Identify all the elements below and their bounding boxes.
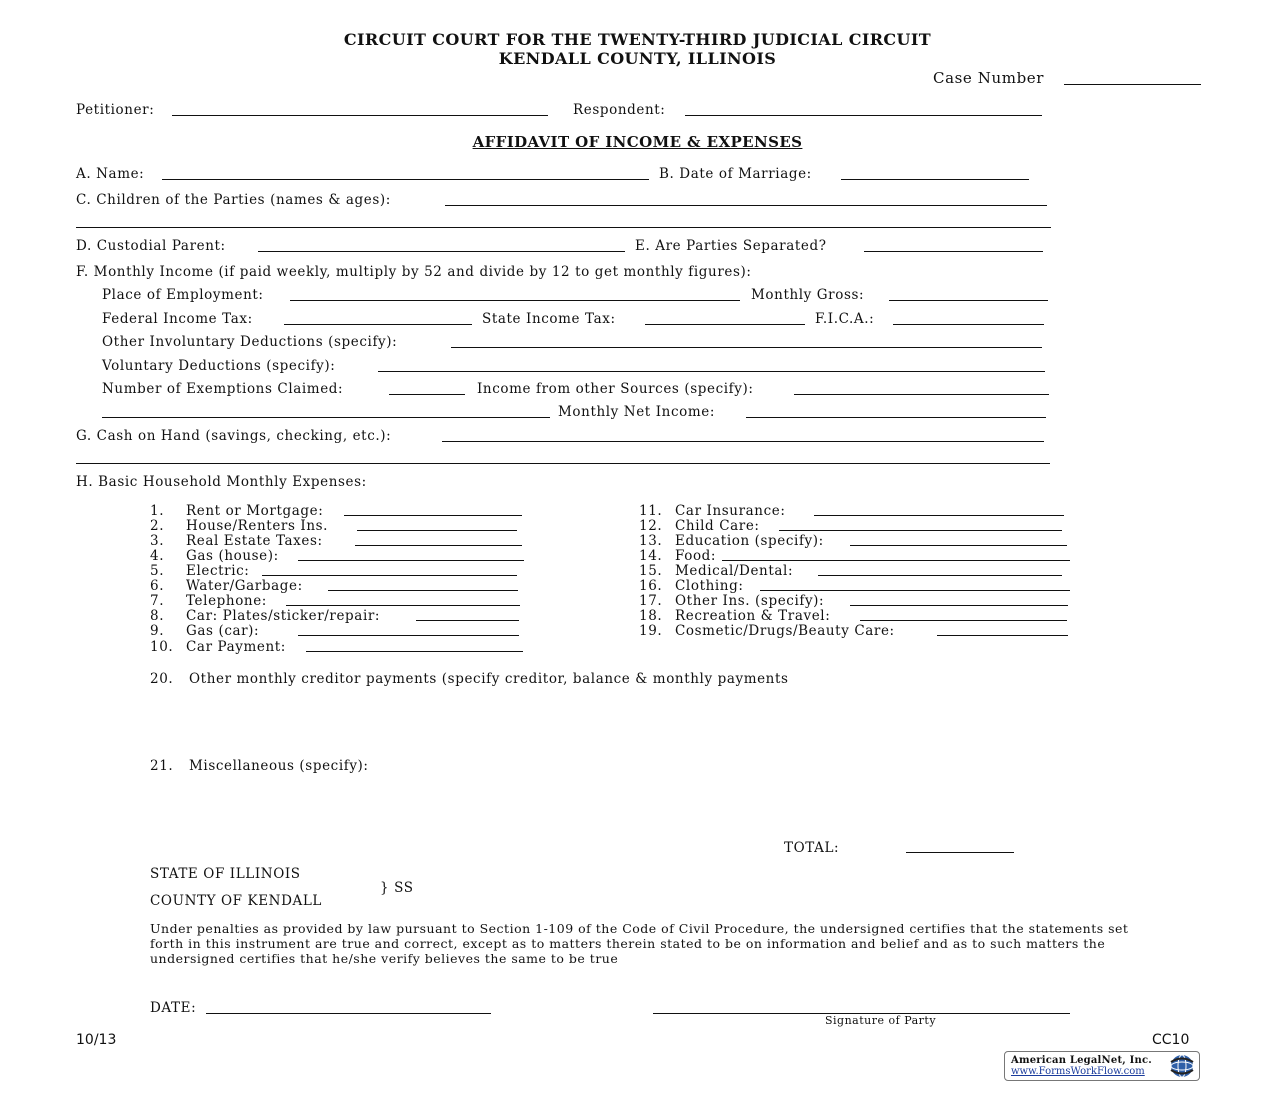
publisher-name: American LegalNet, Inc. — [1011, 1055, 1152, 1066]
miscellaneous-label: 21. Miscellaneous (specify): — [150, 758, 369, 774]
custodial-parent-field[interactable] — [258, 251, 625, 252]
monthly-income-label: F. Monthly Income (if paid weekly, multiply by 52 and divide by 12 to get monthly figures): — [76, 264, 752, 280]
household-expenses-label: H. Basic Household Monthly Expenses: — [76, 474, 367, 490]
federal-income-tax-label: Federal Income Tax: — [102, 311, 253, 327]
venue-county: COUNTY OF KENDALL — [150, 893, 322, 909]
expense-child-care-field[interactable] — [779, 530, 1062, 531]
monthly-net-income-field[interactable] — [746, 417, 1046, 418]
publisher-logo — [1004, 1051, 1200, 1081]
globe-icon — [1167, 1053, 1197, 1079]
monthly-gross-label: Monthly Gross: — [751, 287, 865, 303]
parties-separated-label: E. Are Parties Separated? — [635, 238, 827, 254]
expense-telephone-field[interactable] — [286, 605, 520, 606]
expense-item: 12. Child Care: — [639, 518, 760, 534]
expense-car-insurance-field[interactable] — [814, 515, 1064, 516]
expense-education-field[interactable] — [850, 545, 1067, 546]
name-label: A. Name: — [76, 166, 145, 182]
place-of-employment-field[interactable] — [290, 300, 740, 301]
county-name: KENDALL COUNTY, ILLINOIS — [498, 49, 777, 68]
venue-ss: } SS — [380, 880, 414, 896]
petitioner-label: Petitioner: — [76, 102, 155, 118]
expense-item: 11. Car Insurance: — [639, 503, 786, 519]
state-income-tax-label: State Income Tax: — [482, 311, 616, 327]
expense-other-ins-field[interactable] — [850, 605, 1068, 606]
cash-on-hand-field-line-2[interactable] — [76, 463, 1050, 464]
income-other-sources-label: Income from other Sources (specify): — [477, 381, 754, 397]
exemptions-field[interactable] — [389, 394, 465, 395]
children-label: C. Children of the Parties (names & ages): — [76, 192, 391, 208]
revision-date: 10/13 — [76, 1032, 117, 1048]
expense-car-repair-field[interactable] — [416, 620, 519, 621]
expense-clothing-field[interactable] — [760, 590, 1070, 591]
expense-item: 8. Car: Plates/sticker/repair: — [150, 608, 381, 624]
court-name: CIRCUIT COURT FOR THE TWENTY-THIRD JUDICIAL CIRCUIT — [343, 30, 932, 49]
date-label: DATE: — [150, 1000, 197, 1016]
fica-field[interactable] — [893, 324, 1044, 325]
petitioner-field[interactable] — [172, 115, 548, 116]
case-number-field[interactable] — [1064, 84, 1201, 85]
creditor-payments-label: 20. Other monthly creditor payments (specify creditor, balance & monthly payments — [150, 671, 789, 687]
federal-income-tax-field[interactable] — [284, 324, 472, 325]
expense-item: 15. Medical/Dental: — [639, 563, 794, 579]
expense-item: 14. Food: — [639, 548, 717, 564]
expense-recreation-field[interactable] — [860, 620, 1067, 621]
form-title: AFFIDAVIT OF INCOME & EXPENSES — [472, 133, 803, 151]
date-of-marriage-field[interactable] — [841, 179, 1029, 180]
children-field-line-2[interactable] — [76, 227, 1051, 228]
expense-item: 13. Education (specify): — [639, 533, 824, 549]
voluntary-deductions-field[interactable] — [378, 371, 1045, 372]
expense-item: 4. Gas (house): — [150, 548, 279, 564]
income-other-sources-field[interactable] — [794, 394, 1049, 395]
custodial-parent-label: D. Custodial Parent: — [76, 238, 226, 254]
voluntary-deductions-label: Voluntary Deductions (specify): — [102, 358, 336, 374]
expense-item: 2. House/Renters Ins. — [150, 518, 329, 534]
expense-rent-field[interactable] — [344, 515, 522, 516]
other-involuntary-deductions-field[interactable] — [451, 347, 1042, 348]
expense-item: 5. Electric: — [150, 563, 250, 579]
expense-real-estate-field[interactable] — [355, 545, 522, 546]
expense-car-payment-field[interactable] — [306, 651, 523, 652]
case-number-label: Case Number — [933, 69, 1045, 87]
expense-item: 10. Car Payment: — [150, 639, 286, 655]
venue-state: STATE OF ILLINOIS — [150, 866, 301, 882]
expense-item: 1. Rent or Mortgage: — [150, 503, 324, 519]
fica-label: F.I.C.A.: — [815, 311, 875, 327]
expense-food-field[interactable] — [722, 560, 1070, 561]
name-field[interactable] — [162, 179, 649, 180]
other-involuntary-deductions-label: Other Involuntary Deductions (specify): — [102, 334, 398, 350]
expense-item: 19. Cosmetic/Drugs/Beauty Care: — [639, 623, 895, 639]
expense-item: 7. Telephone: — [150, 593, 267, 609]
monthly-net-income-label: Monthly Net Income: — [558, 404, 715, 420]
date-of-marriage-label: B. Date of Marriage: — [659, 166, 812, 182]
income-other-sources-field-line-2[interactable] — [102, 417, 550, 418]
signature-label: Signature of Party — [825, 1014, 937, 1027]
expense-item: 17. Other Ins. (specify): — [639, 593, 825, 609]
expense-house-ins-field[interactable] — [357, 530, 517, 531]
exemptions-label: Number of Exemptions Claimed: — [102, 381, 344, 397]
cash-on-hand-field[interactable] — [442, 441, 1044, 442]
certification-text: Under penalties as provided by law pursuant to Section 1-109 of the Code of Civil Procedure, the undersigned certifies that the statements set forth in this instrument are true and correct, except as to matters therein stated to be on information and belief and as to such matters the undersigned certifies that he/she verify believes the same to be true — [150, 921, 1129, 966]
place-of-employment-label: Place of Employment: — [102, 287, 264, 303]
state-income-tax-field[interactable] — [645, 324, 805, 325]
expense-electric-field[interactable] — [262, 575, 517, 576]
cash-on-hand-label: G. Cash on Hand (savings, checking, etc.): — [76, 428, 392, 444]
expense-gas-house-field[interactable] — [298, 560, 524, 561]
monthly-gross-field[interactable] — [889, 300, 1048, 301]
total-label: TOTAL: — [784, 840, 840, 856]
expense-item: 9. Gas (car): — [150, 623, 260, 639]
expense-gas-car-field[interactable] — [298, 635, 519, 636]
date-field[interactable] — [206, 1013, 491, 1014]
expense-water-field[interactable] — [328, 590, 518, 591]
total-field[interactable] — [906, 852, 1014, 853]
respondent-field[interactable] — [685, 115, 1042, 116]
respondent-label: Respondent: — [573, 102, 666, 118]
publisher-website[interactable]: www.FormsWorkFlow.com — [1011, 1066, 1145, 1077]
expense-item: 18. Recreation & Travel: — [639, 608, 831, 624]
expense-medical-field[interactable] — [818, 575, 1062, 576]
expense-item: 6. Water/Garbage: — [150, 578, 303, 594]
form-code: CC10 — [1152, 1032, 1190, 1048]
expense-cosmetic-field[interactable] — [937, 635, 1068, 636]
children-field[interactable] — [445, 205, 1047, 206]
expense-item: 3. Real Estate Taxes: — [150, 533, 323, 549]
parties-separated-field[interactable] — [864, 251, 1043, 252]
expense-item: 16. Clothing: — [639, 578, 744, 594]
